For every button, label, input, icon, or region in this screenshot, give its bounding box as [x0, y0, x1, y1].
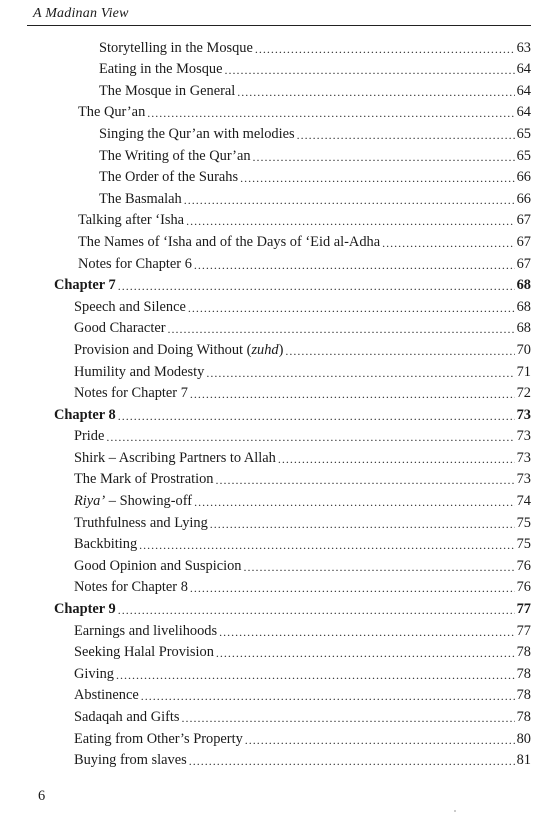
- toc-entry-italic-term: zuhd: [251, 341, 279, 358]
- toc-entry-page: 76: [516, 557, 531, 574]
- dot-leader: [186, 214, 515, 229]
- dot-leader: [116, 668, 515, 683]
- toc-entry-title: Notes for Chapter 8: [74, 579, 188, 596]
- dot-leader: [225, 63, 515, 78]
- toc-entry: [0, 704, 538, 726]
- toc-entry-title: Talking after ‘Isha: [78, 212, 185, 229]
- dot-leader: [189, 754, 515, 769]
- dot-leader: [215, 473, 514, 488]
- toc-entry-title: Eating in the Mosque: [99, 61, 223, 78]
- dot-leader: [382, 236, 515, 251]
- toc-entry-title: Speech and Silence: [74, 298, 186, 315]
- dot-leader: [278, 452, 515, 467]
- toc-entry-page: 63: [516, 39, 531, 56]
- toc-entry-title: Good Opinion and Suspicion: [74, 557, 242, 574]
- toc-entry: [0, 78, 538, 100]
- toc-entry: [0, 294, 538, 316]
- dot-leader: [255, 42, 515, 57]
- toc-chapter-entry: [0, 402, 538, 424]
- toc-entry-title: The Mark of Prostration: [74, 471, 214, 488]
- toc-entry-page: 70: [516, 341, 531, 358]
- toc-entry-title: Chapter 8: [54, 406, 116, 423]
- toc-entry-title: The Writing of the Qur’an: [99, 147, 251, 164]
- toc-entry: [0, 510, 538, 532]
- toc-entry-page: 78: [516, 687, 531, 704]
- dot-leader: [244, 560, 515, 575]
- toc-entry: [0, 143, 538, 165]
- dot-leader: [216, 646, 515, 661]
- toc-entry-title: Chapter 7: [54, 277, 116, 294]
- toc-entry: [0, 683, 538, 705]
- toc-entry-page: 71: [516, 363, 531, 380]
- toc-entry-page: 77: [516, 622, 531, 639]
- toc-entry-page: 78: [516, 665, 531, 682]
- toc-entry-title: The Order of the Surahs: [99, 169, 239, 186]
- header-rule: [27, 25, 531, 26]
- toc-entry-page: 64: [516, 82, 531, 99]
- dot-leader: [139, 538, 514, 553]
- toc-entry-title: Riya’ – Showing-off: [74, 493, 193, 510]
- toc-entry-page: 66: [516, 169, 531, 186]
- toc-entry: [0, 359, 538, 381]
- toc-entry-page: 76: [516, 579, 531, 596]
- toc-entry: [0, 553, 538, 575]
- dot-leader: [106, 430, 514, 445]
- dot-leader: [237, 85, 514, 100]
- toc-entry-page: 72: [516, 385, 531, 402]
- dot-leader: [240, 171, 515, 186]
- toc-entry: [0, 229, 538, 251]
- toc-chapter-entry: [0, 596, 538, 618]
- toc-entry-page: 67: [516, 255, 531, 272]
- toc-entry: [0, 208, 538, 230]
- dot-leader: [206, 366, 514, 381]
- toc-entry-page: 73: [516, 428, 531, 445]
- dot-leader: [147, 106, 514, 121]
- toc-entry-page: 78: [516, 709, 531, 725]
- dot-leader: [194, 495, 515, 510]
- dot-leader: [118, 603, 515, 618]
- toc-entry-page: 65: [516, 147, 531, 164]
- toc-entry-title: Pride: [74, 428, 105, 445]
- toc-entry-title: Backbiting: [74, 536, 138, 553]
- toc-entry-title: Notes for Chapter 6: [78, 255, 192, 272]
- toc-entry: [0, 57, 538, 79]
- toc-entry-title: Singing the Qur’an with melodies: [99, 125, 295, 142]
- dot-leader: [285, 344, 514, 359]
- toc-entry: [0, 100, 538, 122]
- dot-leader: [210, 517, 515, 532]
- toc-entry-page: 66: [516, 190, 531, 207]
- dot-leader: [253, 150, 515, 165]
- table-of-contents: [0, 35, 538, 769]
- toc-entry-page: 80: [516, 730, 531, 747]
- dot-leader: [184, 193, 515, 208]
- toc-entry-page: 81: [516, 752, 531, 769]
- toc-entry-page: 64: [516, 104, 531, 121]
- toc-entry-title: The Qur’an: [78, 104, 146, 121]
- dot-leader: [245, 733, 515, 748]
- toc-entry: [0, 488, 538, 510]
- toc-entry-title: Provision and Doing Without (zuhd): [74, 341, 284, 358]
- dot-leader: [190, 581, 515, 596]
- toc-entry-page: 65: [516, 125, 531, 142]
- dot-leader: [190, 387, 515, 402]
- toc-entry-title: Storytelling in the Mosque: [99, 39, 253, 56]
- toc-entry-page: 74: [516, 493, 531, 510]
- dot-leader: [118, 409, 515, 424]
- toc-entry: [0, 618, 538, 640]
- toc-entry: [0, 35, 538, 57]
- toc-entry-page: 68: [516, 298, 531, 315]
- dot-leader: [219, 625, 515, 640]
- toc-entry: [0, 165, 538, 187]
- toc-entry-page: 77: [516, 601, 531, 618]
- toc-entry: [0, 532, 538, 554]
- dot-leader: [118, 279, 515, 294]
- dot-leader: [297, 128, 515, 143]
- toc-entry-title: Giving: [74, 665, 114, 682]
- toc-entry-page: 78: [516, 644, 531, 661]
- toc-entry-page: 75: [516, 536, 531, 553]
- dot-leader: [141, 689, 515, 704]
- toc-entry-title: Earnings and livelihoods: [74, 622, 218, 639]
- toc-entry: [0, 467, 538, 489]
- toc-entry: [0, 251, 538, 273]
- toc-entry-page: 64: [516, 61, 531, 78]
- toc-entry-page: 67: [516, 212, 531, 229]
- dot-leader: [194, 258, 515, 273]
- toc-entry-page: 75: [516, 514, 531, 531]
- toc-entry-title: The Mosque in General: [99, 82, 236, 99]
- toc-entry: [0, 661, 538, 683]
- toc-entry-page: 68: [516, 320, 531, 337]
- toc-entry-title: Chapter 9: [54, 601, 116, 618]
- toc-entry-page: 68: [516, 277, 531, 294]
- running-header: A Madinan View: [33, 6, 129, 21]
- toc-entry: [0, 640, 538, 662]
- toc-entry-title: The Basmalah: [99, 190, 182, 207]
- toc-entry-title: Good Character: [74, 320, 166, 337]
- toc-entry-title: Abstinence: [74, 687, 139, 704]
- toc-entry-page: 73: [516, 471, 531, 488]
- toc-entry: [0, 316, 538, 338]
- toc-entry: [0, 337, 538, 359]
- toc-entry-page: 67: [516, 233, 531, 250]
- dot-leader: [168, 322, 515, 337]
- paper-speck: [454, 810, 456, 812]
- dot-leader: [188, 301, 515, 316]
- toc-entry: [0, 445, 538, 467]
- page-number: 6: [38, 788, 46, 804]
- toc-entry: [0, 186, 538, 208]
- toc-entry-title: Seeking Halal Provision: [74, 644, 214, 661]
- toc-entry: [0, 748, 538, 770]
- toc-entry: [0, 424, 538, 446]
- toc-entry-title: Notes for Chapter 7: [74, 385, 188, 402]
- toc-entry-title: Buying from slaves: [74, 752, 187, 769]
- toc-entry: [0, 381, 538, 403]
- toc-entry-page: 73: [516, 449, 531, 466]
- toc-entry: [0, 726, 538, 748]
- toc-entry-italic-term: Riya’: [74, 493, 106, 510]
- toc-entry: [0, 575, 538, 597]
- toc-entry-title: Sadaqah and Gifts: [74, 709, 180, 725]
- toc-chapter-entry: [0, 273, 538, 295]
- toc-entry-page: 73: [516, 406, 531, 423]
- dot-leader: [182, 711, 515, 726]
- toc-entry-title: Eating from Other’s Property: [74, 730, 243, 747]
- toc-entry: [0, 121, 538, 143]
- toc-entry-title: Truthfulness and Lying: [74, 514, 208, 531]
- toc-entry-title: The Names of ‘Isha and of the Days of ‘Eid al-Adha: [78, 233, 381, 250]
- toc-entry-title: Shirk – Ascribing Partners to Allah: [74, 449, 276, 466]
- toc-entry-title: Humility and Modesty: [74, 363, 205, 380]
